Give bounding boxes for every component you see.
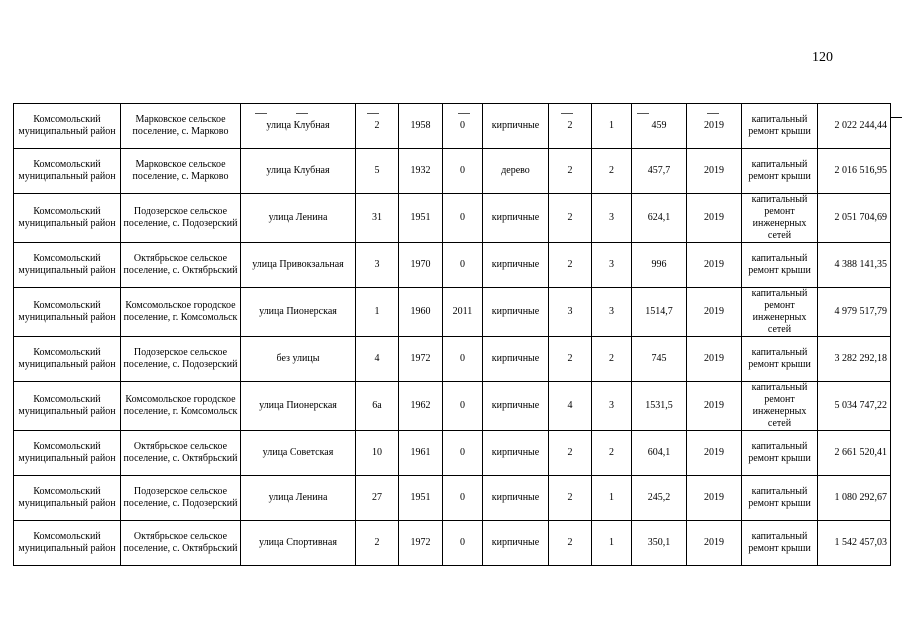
settlement-cell: Подозерское сельское поселение, с. Подозерский (121, 337, 241, 382)
table-row (14, 476, 891, 521)
house-number-cell: 10 (356, 431, 399, 476)
wall-material-cell: кирпичные (483, 288, 549, 337)
renovation-year-cell: 0 (443, 149, 483, 194)
scan-tick (296, 113, 308, 114)
house-number-cell: 4 (356, 337, 399, 382)
work-type-cell: капитальный ремонт инженерных сетей (742, 382, 818, 431)
floors-cell: 2 (549, 243, 592, 288)
renovation-year-cell: 0 (443, 104, 483, 149)
amount-cell: 1 080 292,67 (818, 476, 891, 521)
house-number-cell: 31 (356, 194, 399, 243)
renovation-year-cell: 0 (443, 243, 483, 288)
build-year-cell: 1951 (399, 194, 443, 243)
amount-cell: 2 051 704,69 (818, 194, 891, 243)
amount-cell: 4 979 517,79 (818, 288, 891, 337)
table-row (14, 104, 891, 149)
plan-year-cell: 2019 (687, 104, 742, 149)
entrances-cell: 2 (592, 431, 632, 476)
area-cell: 604,1 (632, 431, 687, 476)
amount-cell: 4 388 141,35 (818, 243, 891, 288)
plan-year-cell: 2019 (687, 149, 742, 194)
house-number-cell: 5 (356, 149, 399, 194)
work-type-cell: капитальный ремонт инженерных сетей (742, 288, 818, 337)
renovation-year-cell: 0 (443, 476, 483, 521)
settlement-cell: Подозерское сельское поселение, с. Подозерский (121, 194, 241, 243)
street-cell: улица Спортивная (241, 521, 356, 566)
floors-cell: 2 (549, 521, 592, 566)
area-cell: 745 (632, 337, 687, 382)
settlement-cell: Октябрьское сельское поселение, с. Октябрьский (121, 431, 241, 476)
settlement-cell: Марковское сельское поселение, с. Марково (121, 149, 241, 194)
district-cell: Комсомольский муниципальный район (14, 104, 121, 149)
house-number-cell: 2 (356, 521, 399, 566)
build-year-cell: 1972 (399, 337, 443, 382)
area-cell: 1531,5 (632, 382, 687, 431)
build-year-cell: 1972 (399, 521, 443, 566)
settlement-cell: Октябрьское сельское поселение, с. Октябрьский (121, 521, 241, 566)
work-type-cell: капитальный ремонт крыши (742, 243, 818, 288)
scan-tick (367, 113, 379, 114)
settlement-cell: Марковское сельское поселение, с. Марково (121, 104, 241, 149)
renovation-year-cell: 0 (443, 431, 483, 476)
work-type-cell: капитальный ремонт крыши (742, 149, 818, 194)
amount-cell: 2 022 244,44 (818, 104, 891, 149)
scan-tick (707, 113, 719, 114)
work-type-cell: капитальный ремонт крыши (742, 431, 818, 476)
district-cell: Комсомольский муниципальный район (14, 243, 121, 288)
wall-material-cell: кирпичные (483, 476, 549, 521)
work-type-cell: капитальный ремонт инженерных сетей (742, 194, 818, 243)
table-row (14, 194, 891, 243)
house-number-cell: 6а (356, 382, 399, 431)
floors-cell: 2 (549, 194, 592, 243)
area-cell: 245,2 (632, 476, 687, 521)
page-number: 120 (812, 50, 833, 65)
floors-cell: 2 (549, 104, 592, 149)
house-number-cell: 2 (356, 104, 399, 149)
build-year-cell: 1970 (399, 243, 443, 288)
settlement-cell: Подозерское сельское поселение, с. Подозерский (121, 476, 241, 521)
area-cell: 624,1 (632, 194, 687, 243)
scan-tick (458, 113, 470, 114)
table-body (14, 104, 891, 566)
scan-tick (637, 113, 649, 114)
entrances-cell: 3 (592, 243, 632, 288)
build-year-cell: 1932 (399, 149, 443, 194)
build-year-cell: 1960 (399, 288, 443, 337)
floors-cell: 2 (549, 476, 592, 521)
table-row (14, 382, 891, 431)
house-number-cell: 1 (356, 288, 399, 337)
street-cell: улица Ленина (241, 476, 356, 521)
wall-material-cell: кирпичные (483, 194, 549, 243)
plan-year-cell: 2019 (687, 476, 742, 521)
area-cell: 459 (632, 104, 687, 149)
renovation-year-cell: 0 (443, 521, 483, 566)
district-cell: Комсомольский муниципальный район (14, 382, 121, 431)
area-cell: 457,7 (632, 149, 687, 194)
amount-cell: 2 661 520,41 (818, 431, 891, 476)
plan-year-cell: 2019 (687, 243, 742, 288)
renovation-year-cell: 2011 (443, 288, 483, 337)
plan-year-cell: 2019 (687, 382, 742, 431)
street-cell: улица Ленина (241, 194, 356, 243)
wall-material-cell: кирпичные (483, 382, 549, 431)
table-row (14, 288, 891, 337)
street-cell: улица Пионерская (241, 288, 356, 337)
district-cell: Комсомольский муниципальный район (14, 149, 121, 194)
district-cell: Комсомольский муниципальный район (14, 288, 121, 337)
plan-year-cell: 2019 (687, 194, 742, 243)
plan-year-cell: 2019 (687, 431, 742, 476)
table-row (14, 149, 891, 194)
work-type-cell: капитальный ремонт крыши (742, 521, 818, 566)
renovation-year-cell: 0 (443, 337, 483, 382)
street-cell: улица Советская (241, 431, 356, 476)
district-cell: Комсомольский муниципальный район (14, 337, 121, 382)
street-cell: без улицы (241, 337, 356, 382)
street-cell: улица Привокзальная (241, 243, 356, 288)
entrances-cell: 1 (592, 521, 632, 566)
table-row (14, 431, 891, 476)
work-type-cell: капитальный ремонт крыши (742, 476, 818, 521)
district-cell: Комсомольский муниципальный район (14, 521, 121, 566)
build-year-cell: 1961 (399, 431, 443, 476)
plan-year-cell: 2019 (687, 521, 742, 566)
plan-year-cell: 2019 (687, 337, 742, 382)
amount-cell: 3 282 292,18 (818, 337, 891, 382)
plan-year-cell: 2019 (687, 288, 742, 337)
district-cell: Комсомольский муниципальный район (14, 194, 121, 243)
housing-repair-table (13, 103, 891, 566)
entrances-cell: 3 (592, 382, 632, 431)
entrances-cell: 3 (592, 194, 632, 243)
table-row (14, 243, 891, 288)
floors-cell: 2 (549, 431, 592, 476)
amount-cell: 5 034 747,22 (818, 382, 891, 431)
floors-cell: 4 (549, 382, 592, 431)
renovation-year-cell: 0 (443, 382, 483, 431)
street-cell: улица Клубная (241, 149, 356, 194)
entrances-cell: 1 (592, 104, 632, 149)
amount-cell: 1 542 457,03 (818, 521, 891, 566)
district-cell: Комсомольский муниципальный район (14, 431, 121, 476)
work-type-cell: капитальный ремонт крыши (742, 337, 818, 382)
wall-material-cell: кирпичные (483, 243, 549, 288)
house-number-cell: 27 (356, 476, 399, 521)
build-year-cell: 1958 (399, 104, 443, 149)
area-cell: 1514,7 (632, 288, 687, 337)
wall-material-cell: кирпичные (483, 337, 549, 382)
wall-material-cell: кирпичные (483, 521, 549, 566)
settlement-cell: Октябрьское сельское поселение, с. Октябрьский (121, 243, 241, 288)
renovation-year-cell: 0 (443, 194, 483, 243)
table-row (14, 337, 891, 382)
area-cell: 350,1 (632, 521, 687, 566)
district-cell: Комсомольский муниципальный район (14, 476, 121, 521)
entrances-cell: 3 (592, 288, 632, 337)
house-number-cell: 3 (356, 243, 399, 288)
entrances-cell: 2 (592, 149, 632, 194)
street-cell: улица Клубная (241, 104, 356, 149)
edge-mark (890, 117, 902, 118)
scan-tick (561, 113, 573, 114)
entrances-cell: 2 (592, 337, 632, 382)
wall-material-cell: дерево (483, 149, 549, 194)
floors-cell: 2 (549, 337, 592, 382)
wall-material-cell: кирпичные (483, 431, 549, 476)
settlement-cell: Комсомольское городское поселение, г. Комсомольск (121, 382, 241, 431)
floors-cell: 3 (549, 288, 592, 337)
street-cell: улица Пионерская (241, 382, 356, 431)
work-type-cell: капитальный ремонт крыши (742, 104, 818, 149)
entrances-cell: 1 (592, 476, 632, 521)
build-year-cell: 1962 (399, 382, 443, 431)
build-year-cell: 1951 (399, 476, 443, 521)
area-cell: 996 (632, 243, 687, 288)
settlement-cell: Комсомольское городское поселение, г. Комсомольск (121, 288, 241, 337)
amount-cell: 2 016 516,95 (818, 149, 891, 194)
table-row (14, 521, 891, 566)
scan-tick (255, 113, 267, 114)
floors-cell: 2 (549, 149, 592, 194)
wall-material-cell: кирпичные (483, 104, 549, 149)
